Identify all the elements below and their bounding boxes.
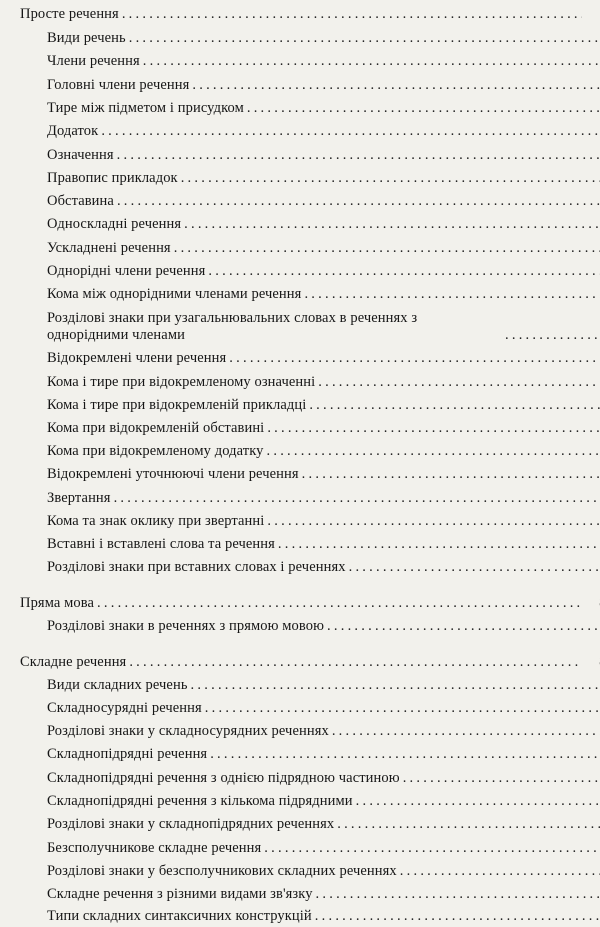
toc-page-number	[588, 6, 600, 23]
dot-leader	[208, 263, 600, 280]
toc-entry-title: Розділові знаки у складносурядних реченнях	[47, 723, 329, 739]
toc-entry[interactable]	[0, 193, 600, 210]
toc-entry[interactable]	[0, 886, 600, 903]
toc-entry-title: Тире між підметом і присудком	[47, 100, 244, 116]
dot-leader	[210, 746, 600, 763]
toc-entry[interactable]	[0, 374, 600, 391]
toc-entry[interactable]	[0, 536, 600, 553]
toc-entry[interactable]	[0, 216, 600, 233]
dot-leader	[174, 240, 600, 257]
toc-entry-title: Кома при відокремленій обставині	[47, 420, 265, 436]
dot-leader	[356, 793, 600, 810]
dot-leader	[278, 536, 600, 553]
toc-entry-title: Кома між однорідними членами речення	[47, 286, 302, 302]
dot-leader	[315, 908, 600, 925]
dot-leader	[229, 350, 600, 367]
toc-entry[interactable]	[0, 863, 600, 880]
toc-entry[interactable]	[0, 908, 600, 925]
toc-entry-title: Обставина	[47, 193, 114, 209]
dot-leader	[114, 490, 600, 507]
toc-entry-title: Означення	[47, 147, 114, 163]
dot-leader	[332, 723, 600, 740]
dot-leader	[327, 618, 600, 635]
toc-section-heading[interactable]	[0, 595, 600, 612]
toc-entry[interactable]	[0, 147, 600, 164]
toc-entry[interactable]	[0, 286, 600, 303]
toc-entry-title: Розділові знаки при вставних словах і реченнях	[47, 559, 346, 575]
toc-entry[interactable]	[0, 443, 600, 460]
toc-entry[interactable]	[0, 723, 600, 740]
dot-leader	[247, 100, 600, 117]
toc-entry-title: Кома і тире при відокремленій прикладці	[47, 397, 307, 413]
dot-leader	[304, 286, 600, 303]
toc-entry-title: Складносурядні речення	[47, 700, 202, 716]
toc-entry-title: Складнопідрядні речення з кількома підрядними	[47, 793, 353, 809]
toc-section-heading[interactable]	[0, 6, 600, 23]
toc-entry[interactable]	[0, 513, 600, 530]
toc-entry[interactable]	[0, 840, 600, 857]
dot-leader	[122, 6, 582, 23]
toc-entry-title: Розділові знаки у безсполучникових складних реченнях	[47, 863, 397, 879]
dot-leader	[309, 397, 600, 414]
toc-entry-title: Кома та знак оклику при звертанні	[47, 513, 265, 529]
dot-leader	[337, 816, 600, 833]
dot-leader	[184, 216, 600, 233]
dot-leader	[181, 170, 600, 187]
dot-leader	[97, 595, 582, 612]
toc-entry-title: Звертання	[47, 490, 111, 506]
toc-entry-title: Члени речення	[47, 53, 140, 69]
dot-leader	[267, 513, 600, 530]
toc-entry-title: Розділові знаки у складнопідрядних реченнях	[47, 816, 335, 832]
toc-entry-title: Типи складних синтаксичних конструкцій	[47, 908, 312, 924]
dot-leader	[129, 654, 582, 671]
toc-entry-title: Просте речення	[20, 6, 119, 22]
dot-leader	[101, 123, 600, 140]
toc-entry-title: Однорідні члени речення	[47, 263, 206, 279]
dot-leader	[205, 700, 600, 717]
toc-entry[interactable]	[0, 420, 600, 437]
toc-entry[interactable]	[0, 677, 600, 694]
dot-leader	[191, 677, 600, 694]
toc-entry[interactable]	[0, 240, 600, 257]
toc-entry[interactable]	[0, 559, 600, 576]
toc-entry[interactable]	[0, 816, 600, 833]
toc-entry[interactable]	[0, 618, 600, 635]
toc-entry-title: Вставні і вставлені слова та речення	[47, 536, 275, 552]
toc-entry[interactable]	[0, 350, 600, 367]
dot-leader	[505, 327, 600, 344]
toc-entry[interactable]	[0, 30, 600, 47]
dot-leader	[400, 863, 600, 880]
dot-leader	[143, 53, 600, 70]
toc-entry-title: Види речень	[47, 30, 126, 46]
toc-entry[interactable]	[0, 793, 600, 810]
toc-entry[interactable]	[0, 490, 600, 507]
dot-leader	[349, 559, 600, 576]
toc-entry-title: Складне речення	[20, 654, 127, 670]
toc-page-number	[588, 654, 600, 671]
dot-leader	[267, 443, 600, 460]
toc-entry-title: Правопис прикладок	[47, 170, 178, 186]
toc-entry[interactable]	[0, 263, 600, 280]
dot-leader	[117, 147, 600, 164]
toc-entry-title: Пряма мова	[20, 595, 95, 611]
dot-leader	[117, 193, 600, 210]
toc-entry[interactable]	[0, 746, 600, 763]
toc-entry-title: Відокремлені уточнюючі члени речення	[47, 466, 299, 482]
toc-entry[interactable]	[0, 700, 600, 717]
dot-leader	[316, 886, 600, 903]
dot-leader	[129, 30, 600, 47]
toc-entry[interactable]	[0, 53, 600, 70]
toc-entry-title: Розділові знаки при узагальнювальних словах в реченнях з однорідними членами	[47, 310, 418, 343]
dot-leader	[403, 770, 600, 787]
toc-entry-title: Види складних речень	[47, 677, 188, 693]
dot-leader	[264, 840, 600, 857]
toc-entry-title: Головні члени речення	[47, 77, 190, 93]
toc-entry-title: Безсполучникове складне речення	[47, 840, 262, 856]
toc-section-heading[interactable]	[0, 654, 600, 671]
dot-leader	[192, 77, 600, 94]
toc-entry[interactable]	[0, 170, 600, 187]
toc-entry-title: Розділові знаки в реченнях з прямою мовою	[47, 618, 325, 634]
toc-entry-title: Складнопідрядні речення	[47, 746, 208, 762]
toc-entry[interactable]	[0, 77, 600, 94]
dot-leader	[318, 374, 600, 391]
toc-entry[interactable]	[0, 310, 600, 344]
toc-entry-title: Кома при відокремленому додатку	[47, 443, 264, 459]
toc-entry-title: Складне речення з різними видами зв'язку	[47, 886, 313, 902]
toc-page-number	[588, 595, 600, 612]
toc-entry-title: Додаток	[47, 123, 99, 139]
toc-entry[interactable]	[0, 397, 600, 414]
dot-leader	[302, 466, 600, 483]
toc-entry-title: Відокремлені члени речення	[47, 350, 227, 366]
dot-leader	[267, 420, 600, 437]
toc-entry-title: Кома і тире при відокремленому означенні	[47, 374, 316, 390]
toc-entry[interactable]	[0, 770, 600, 787]
toc-entry[interactable]	[0, 123, 600, 140]
toc-entry[interactable]	[0, 466, 600, 483]
toc-entry[interactable]	[0, 100, 600, 117]
toc-entry-title: Ускладнені речення	[47, 240, 171, 256]
toc-entry-title: Складнопідрядні речення з однією підрядною частиною	[47, 770, 400, 786]
toc-entry-title: Односкладні речення	[47, 216, 182, 232]
